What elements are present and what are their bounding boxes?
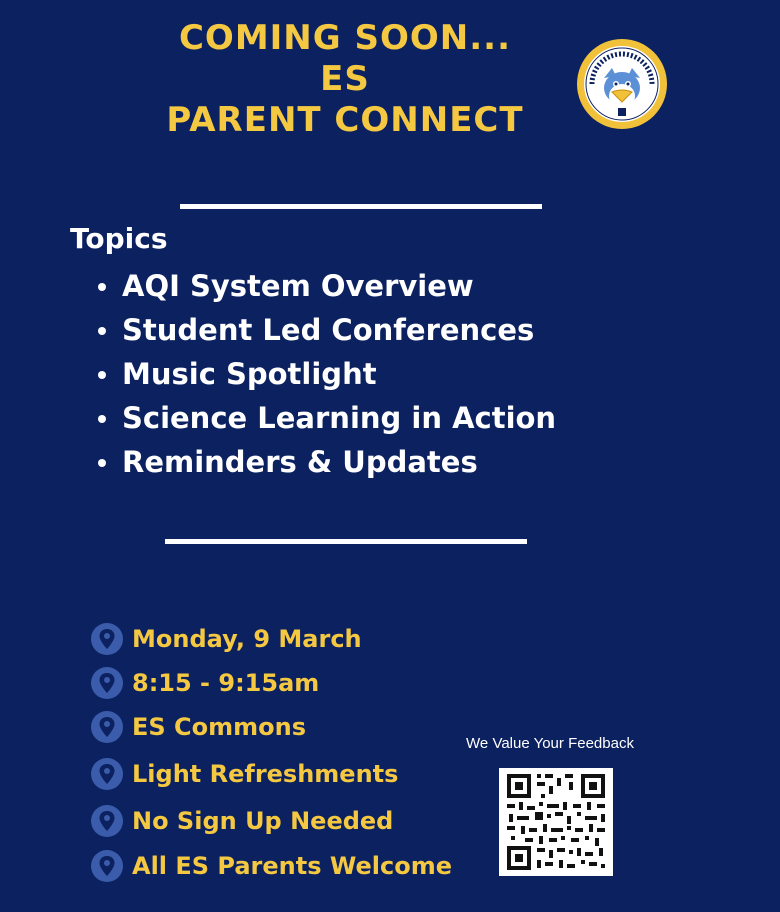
location-pin-icon xyxy=(90,710,124,744)
location-pin-icon xyxy=(90,849,124,883)
list-item xyxy=(98,264,556,308)
bullet-icon xyxy=(98,459,106,467)
feedback-label: We Value Your Feedback xyxy=(466,735,634,752)
detail-text: Light Refreshments xyxy=(132,760,399,788)
detail-refreshments xyxy=(90,757,398,791)
detail-signup xyxy=(90,804,393,838)
detail-audience xyxy=(90,849,452,883)
detail-text: ES Commons xyxy=(132,713,307,741)
eagle-mascot-logo xyxy=(576,38,668,130)
list-item xyxy=(98,396,556,440)
list-item xyxy=(98,440,556,484)
topic-label: Student Led Conferences xyxy=(122,313,535,347)
title-line-parent-connect: PARENT CONNECT xyxy=(166,100,524,140)
topics-heading: Topics xyxy=(70,222,168,255)
bullet-icon xyxy=(98,327,106,335)
bottom-divider xyxy=(165,539,527,544)
topic-label: Music Spotlight xyxy=(122,357,377,391)
location-pin-icon xyxy=(90,666,124,700)
bullet-icon xyxy=(98,371,106,379)
topic-label: Science Learning in Action xyxy=(122,401,557,435)
list-item xyxy=(98,352,556,396)
detail-text: No Sign Up Needed xyxy=(132,807,394,835)
detail-text: Monday, 9 March xyxy=(132,625,362,653)
top-divider xyxy=(180,204,542,209)
bullet-icon xyxy=(98,415,106,423)
detail-location xyxy=(90,710,306,744)
detail-date xyxy=(90,622,362,656)
topic-label: AQI System Overview xyxy=(122,269,474,303)
page-title xyxy=(140,18,550,141)
detail-text: All ES Parents Welcome xyxy=(132,852,452,880)
topic-list xyxy=(98,264,556,484)
title-line-coming-soon: COMING SOON... xyxy=(178,18,512,58)
location-pin-icon xyxy=(90,757,124,791)
detail-time xyxy=(90,666,319,700)
bullet-icon xyxy=(98,283,106,291)
topic-label: Reminders & Updates xyxy=(122,445,478,479)
title-line-es: ES xyxy=(320,59,370,99)
location-pin-icon xyxy=(90,622,124,656)
qr-code-icon[interactable] xyxy=(499,768,613,876)
detail-text: 8:15 - 9:15am xyxy=(132,669,320,697)
location-pin-icon xyxy=(90,804,124,838)
list-item xyxy=(98,308,556,352)
